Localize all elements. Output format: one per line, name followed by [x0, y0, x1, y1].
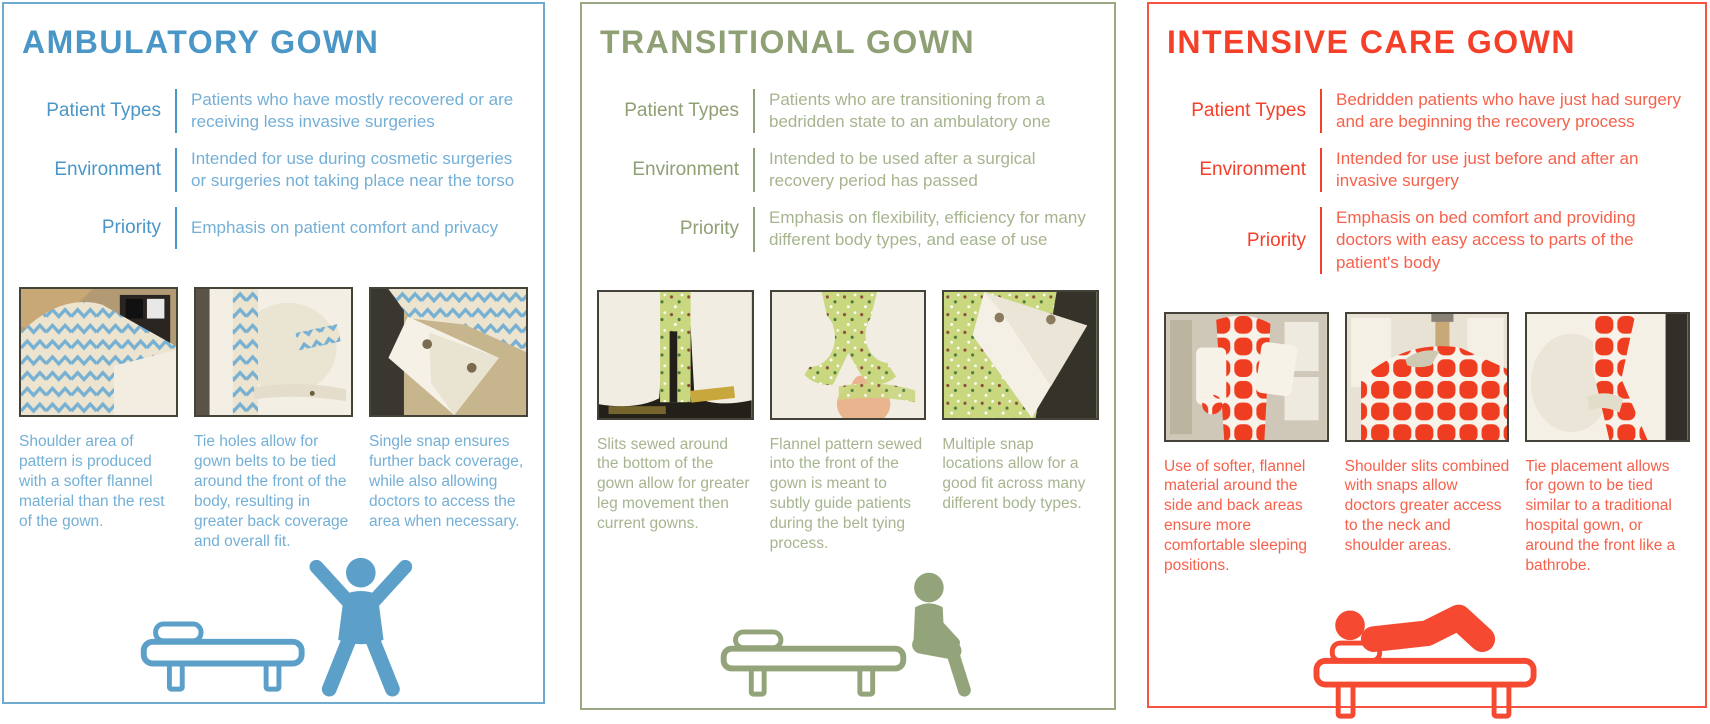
row-divider	[175, 148, 177, 192]
panel-title: TRANSITIONAL GOWN	[600, 24, 976, 60]
row-divider	[175, 207, 177, 249]
row-label: Patient Types	[1191, 100, 1306, 122]
row-divider	[1320, 148, 1322, 192]
photo-row	[19, 287, 528, 417]
photo-caption: Tie holes allow for gown belts to be tied around the front of the body, resulting in greater back coverage and overall fit.	[194, 433, 349, 550]
caption-row	[19, 432, 528, 551]
caption-row	[597, 435, 1099, 554]
row-environment	[597, 148, 1099, 192]
photo-flannel-front-pattern	[770, 290, 927, 420]
photo-caption: Use of softer, flannel material around the side and back areas ensure more comfortable sleeping positions.	[1164, 457, 1308, 574]
photo-row	[1164, 312, 1690, 442]
spec-rows	[19, 89, 528, 249]
row-environment	[19, 148, 528, 192]
photo-row	[597, 290, 1099, 420]
photo-caption: Shoulder slits combined with snaps allow doctors greater access to the neck and shoulder areas.	[1344, 457, 1510, 554]
row-patient-types	[19, 89, 528, 133]
row-label: Priority	[101, 217, 161, 239]
photo-caption: Flannel pattern sewed into the front of the gown is meant to subtly guide patients during the belt tying process.	[769, 435, 923, 552]
panel-intensive-care-gown	[1147, 2, 1707, 708]
row-priority	[597, 207, 1099, 251]
panel-ambulatory-gown	[2, 2, 545, 704]
photo-caption: Multiple snap locations allow for a good fit across many different body types.	[942, 435, 1086, 513]
photo-caption: Shoulder area of pattern is produced with a softer flannel material than the rest of the gown.	[19, 433, 165, 530]
spec-rows	[1164, 89, 1690, 274]
photo-caption: Single snap ensures further back coverage, while also allowing doctors to access the area when necessary.	[369, 433, 524, 530]
row-patient-types	[1164, 89, 1690, 133]
row-text: Intended for use during cosmetic surgeries or surgeries not taking place near the torso	[191, 149, 515, 191]
photo-multiple-snaps	[942, 290, 1099, 420]
panel-title: INTENSIVE CARE GOWN	[1167, 24, 1576, 60]
row-text: Patients who have mostly recovered or are receiving less invasive surgeries	[191, 90, 514, 132]
row-divider	[175, 89, 177, 133]
person-lying-on-bed-icon	[1282, 576, 1572, 724]
row-patient-types	[597, 89, 1099, 133]
row-text: Bedridden patients who have just had surgery and are beginning the recovery process	[1336, 90, 1681, 132]
photo-shoulder-flannel-pattern	[19, 287, 178, 417]
photo-caption: Slits sewed around the bottom of the gown allow for greater leg movement then current gowns.	[597, 435, 750, 532]
row-text: Emphasis on bed comfort and providing doctors with easy access to parts of the patient's body	[1336, 208, 1636, 272]
row-label: Environment	[632, 159, 739, 181]
photo-shoulder-slits	[1345, 312, 1510, 442]
photo-caption: Tie placement allows for gown to be tied similar to a traditional hospital gown, or around the front like a bathrobe.	[1525, 457, 1676, 574]
row-divider	[1320, 207, 1322, 273]
row-divider	[753, 89, 755, 133]
icon-area	[1164, 576, 1690, 724]
icon-area	[19, 551, 528, 699]
row-environment	[1164, 148, 1690, 192]
row-text: Intended for use just before and after an invasive surgery	[1336, 149, 1639, 191]
photo-flannel-side-back	[1164, 312, 1329, 442]
row-divider	[753, 207, 755, 251]
photo-tie-holes	[194, 287, 353, 417]
caption-row	[1164, 457, 1690, 576]
row-label: Environment	[1199, 159, 1306, 181]
row-text: Patients who are transitioning from a bedridden state to an ambulatory one	[769, 90, 1051, 132]
row-label: Patient Types	[624, 100, 739, 122]
person-jumping-beside-bed-icon	[129, 551, 419, 699]
person-sitting-on-bed-icon	[703, 554, 993, 702]
icon-area	[597, 554, 1099, 702]
spec-rows	[597, 89, 1099, 252]
photo-tie-placement	[1525, 312, 1690, 442]
row-label: Patient Types	[46, 100, 161, 122]
panel-transitional-gown	[580, 2, 1116, 710]
row-text: Emphasis on flexibility, efficiency for many different body types, and ease of use	[769, 208, 1086, 250]
row-priority	[1164, 207, 1690, 273]
row-label: Environment	[54, 159, 161, 181]
photo-bottom-slits	[597, 290, 754, 420]
row-label: Priority	[679, 218, 739, 240]
panel-title: AMBULATORY GOWN	[22, 24, 380, 60]
photo-single-snap	[369, 287, 528, 417]
row-label: Priority	[1246, 229, 1306, 251]
row-text: Emphasis on patient comfort and privacy	[191, 218, 499, 238]
row-priority	[19, 207, 528, 249]
row-text: Intended to be used after a surgical recovery period has passed	[769, 149, 1036, 191]
row-divider	[1320, 89, 1322, 133]
row-divider	[753, 148, 755, 192]
